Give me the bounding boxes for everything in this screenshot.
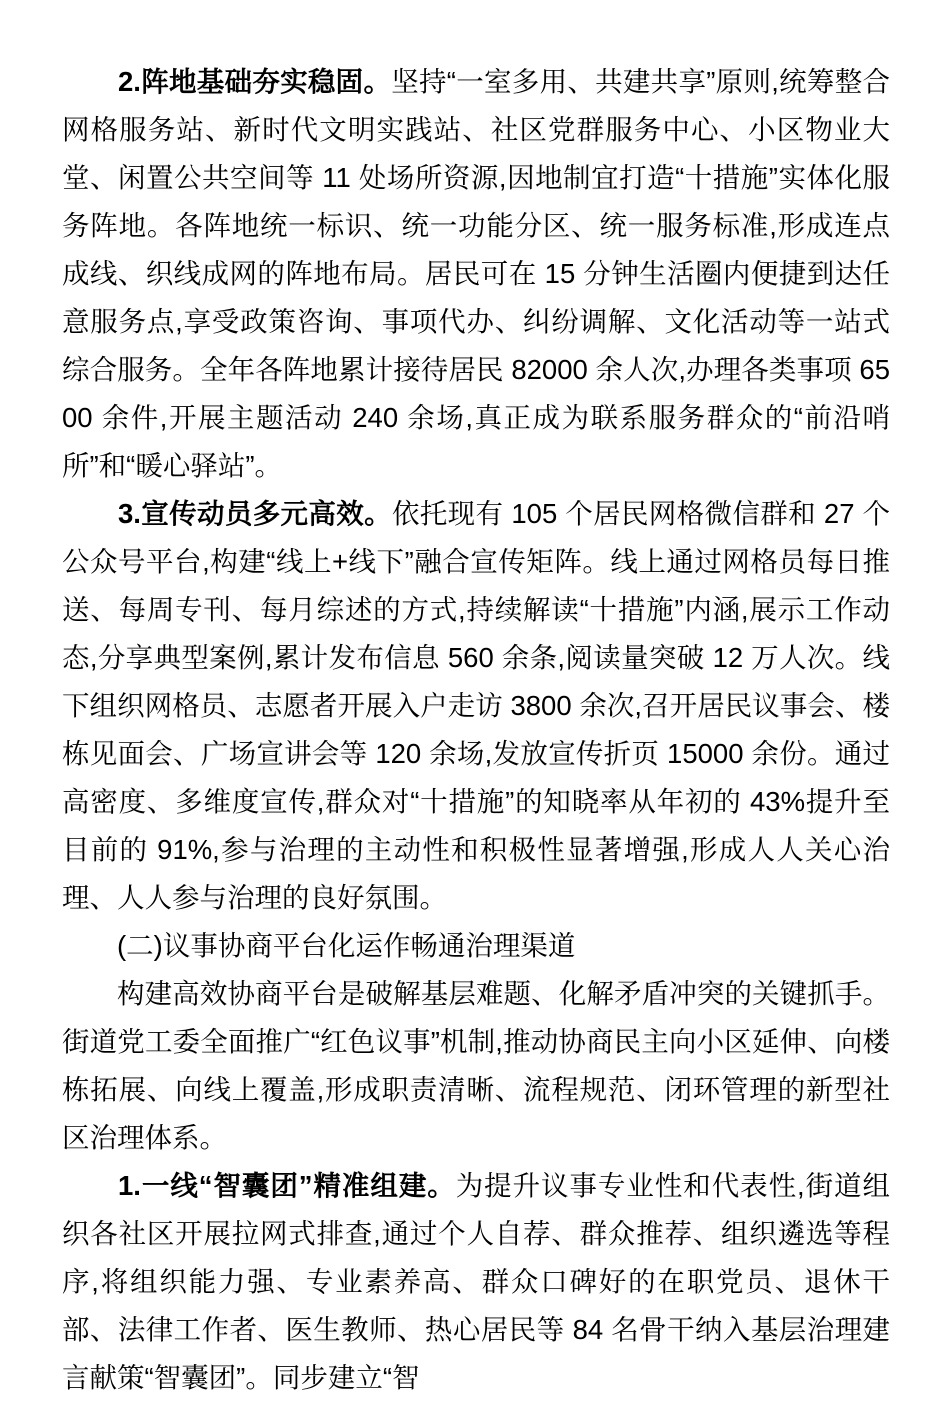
paragraph-intro-two-text: 构建高效协商平台是破解基层难题、化解矛盾冲突的关键抓手。街道党工委全面推广“红色议事”机制,推动协商民主向小区延伸、向楼栋拓展、向线上覆盖,形成职责清晰、流程规范、闭环管理的新型社区治理体系。 — [62, 978, 890, 1153]
subsection-heading-two-text: (二)议事协商平台化运作畅通治理渠道 — [117, 930, 576, 961]
paragraph-2-text: 坚持“一室多用、共建共享”原则,统筹整合网格服务站、新时代文明实践站、社区党群服务中心、小区物业大堂、闲置公共空间等 11 处场所资源,因地制宜打造“十措施”实体化服务阵地。各阵地统一标识、统一功能分区、统一服务标准,形成连点成线、织线成网的阵地布局。居民可在 15 分钟生活圈内便捷到达任意服务点,享受政策咨询、事项代办、纠纷调解、文化活动等一站式综合服务。全年各阵地累计接待居民 82000 余人次,办理各类事项 6500 余件,开展主题活动 240 余场,真正成为联系服务群众的“前沿哨所”和“暖心驿站”。 — [62, 66, 890, 481]
document-body — [62, 58, 890, 1402]
paragraph-2-heading: 2.阵地基础夯实稳固。 — [118, 66, 392, 97]
subsection-heading-two — [62, 922, 890, 970]
paragraph-3-text: 依托现有 105 个居民网格微信群和 27 个公众号平台,构建“线上+线下”融合宣传矩阵。线上通过网格员每日推送、每周专刊、每月综述的方式,持续解读“十措施”内涵,展示工作动态,分享典型案例,累计发布信息 560 余条,阅读量突破 12 万人次。线下组织网格员、志愿者开展入户走访 3800 余次,召开居民议事会、楼栋见面会、广场宣讲会等 120 余场,发放宣传折页 15000 余份。通过高密度、多维度宣传,群众对“十措施”的知晓率从年初的 43%提升至目前的 91%,参与治理的主动性和积极性显著增强,形成人人关心治理、人人参与治理的良好氛围。 — [62, 498, 891, 913]
paragraph-intro-two — [62, 970, 890, 1162]
paragraph-1-text: 为提升议事专业性和代表性,街道组织各社区开展拉网式排查,通过个人自荐、群众推荐、组织遴选等程序,将组织能力强、专业素养高、群众口碑好的在职党员、退休干部、法律工作者、医生教师、热心居民等 84 名骨干纳入基层治理建言献策“智囊团”。同步建立“智 — [62, 1170, 890, 1393]
paragraph-section-1-think-tank — [62, 1162, 890, 1402]
paragraph-section-2 — [62, 58, 890, 490]
paragraph-section-3 — [62, 490, 890, 922]
paragraph-3-heading: 3.宣传动员多元高效。 — [118, 498, 392, 529]
paragraph-1-heading: 1.一线“智囊团”精准组建。 — [118, 1170, 456, 1201]
